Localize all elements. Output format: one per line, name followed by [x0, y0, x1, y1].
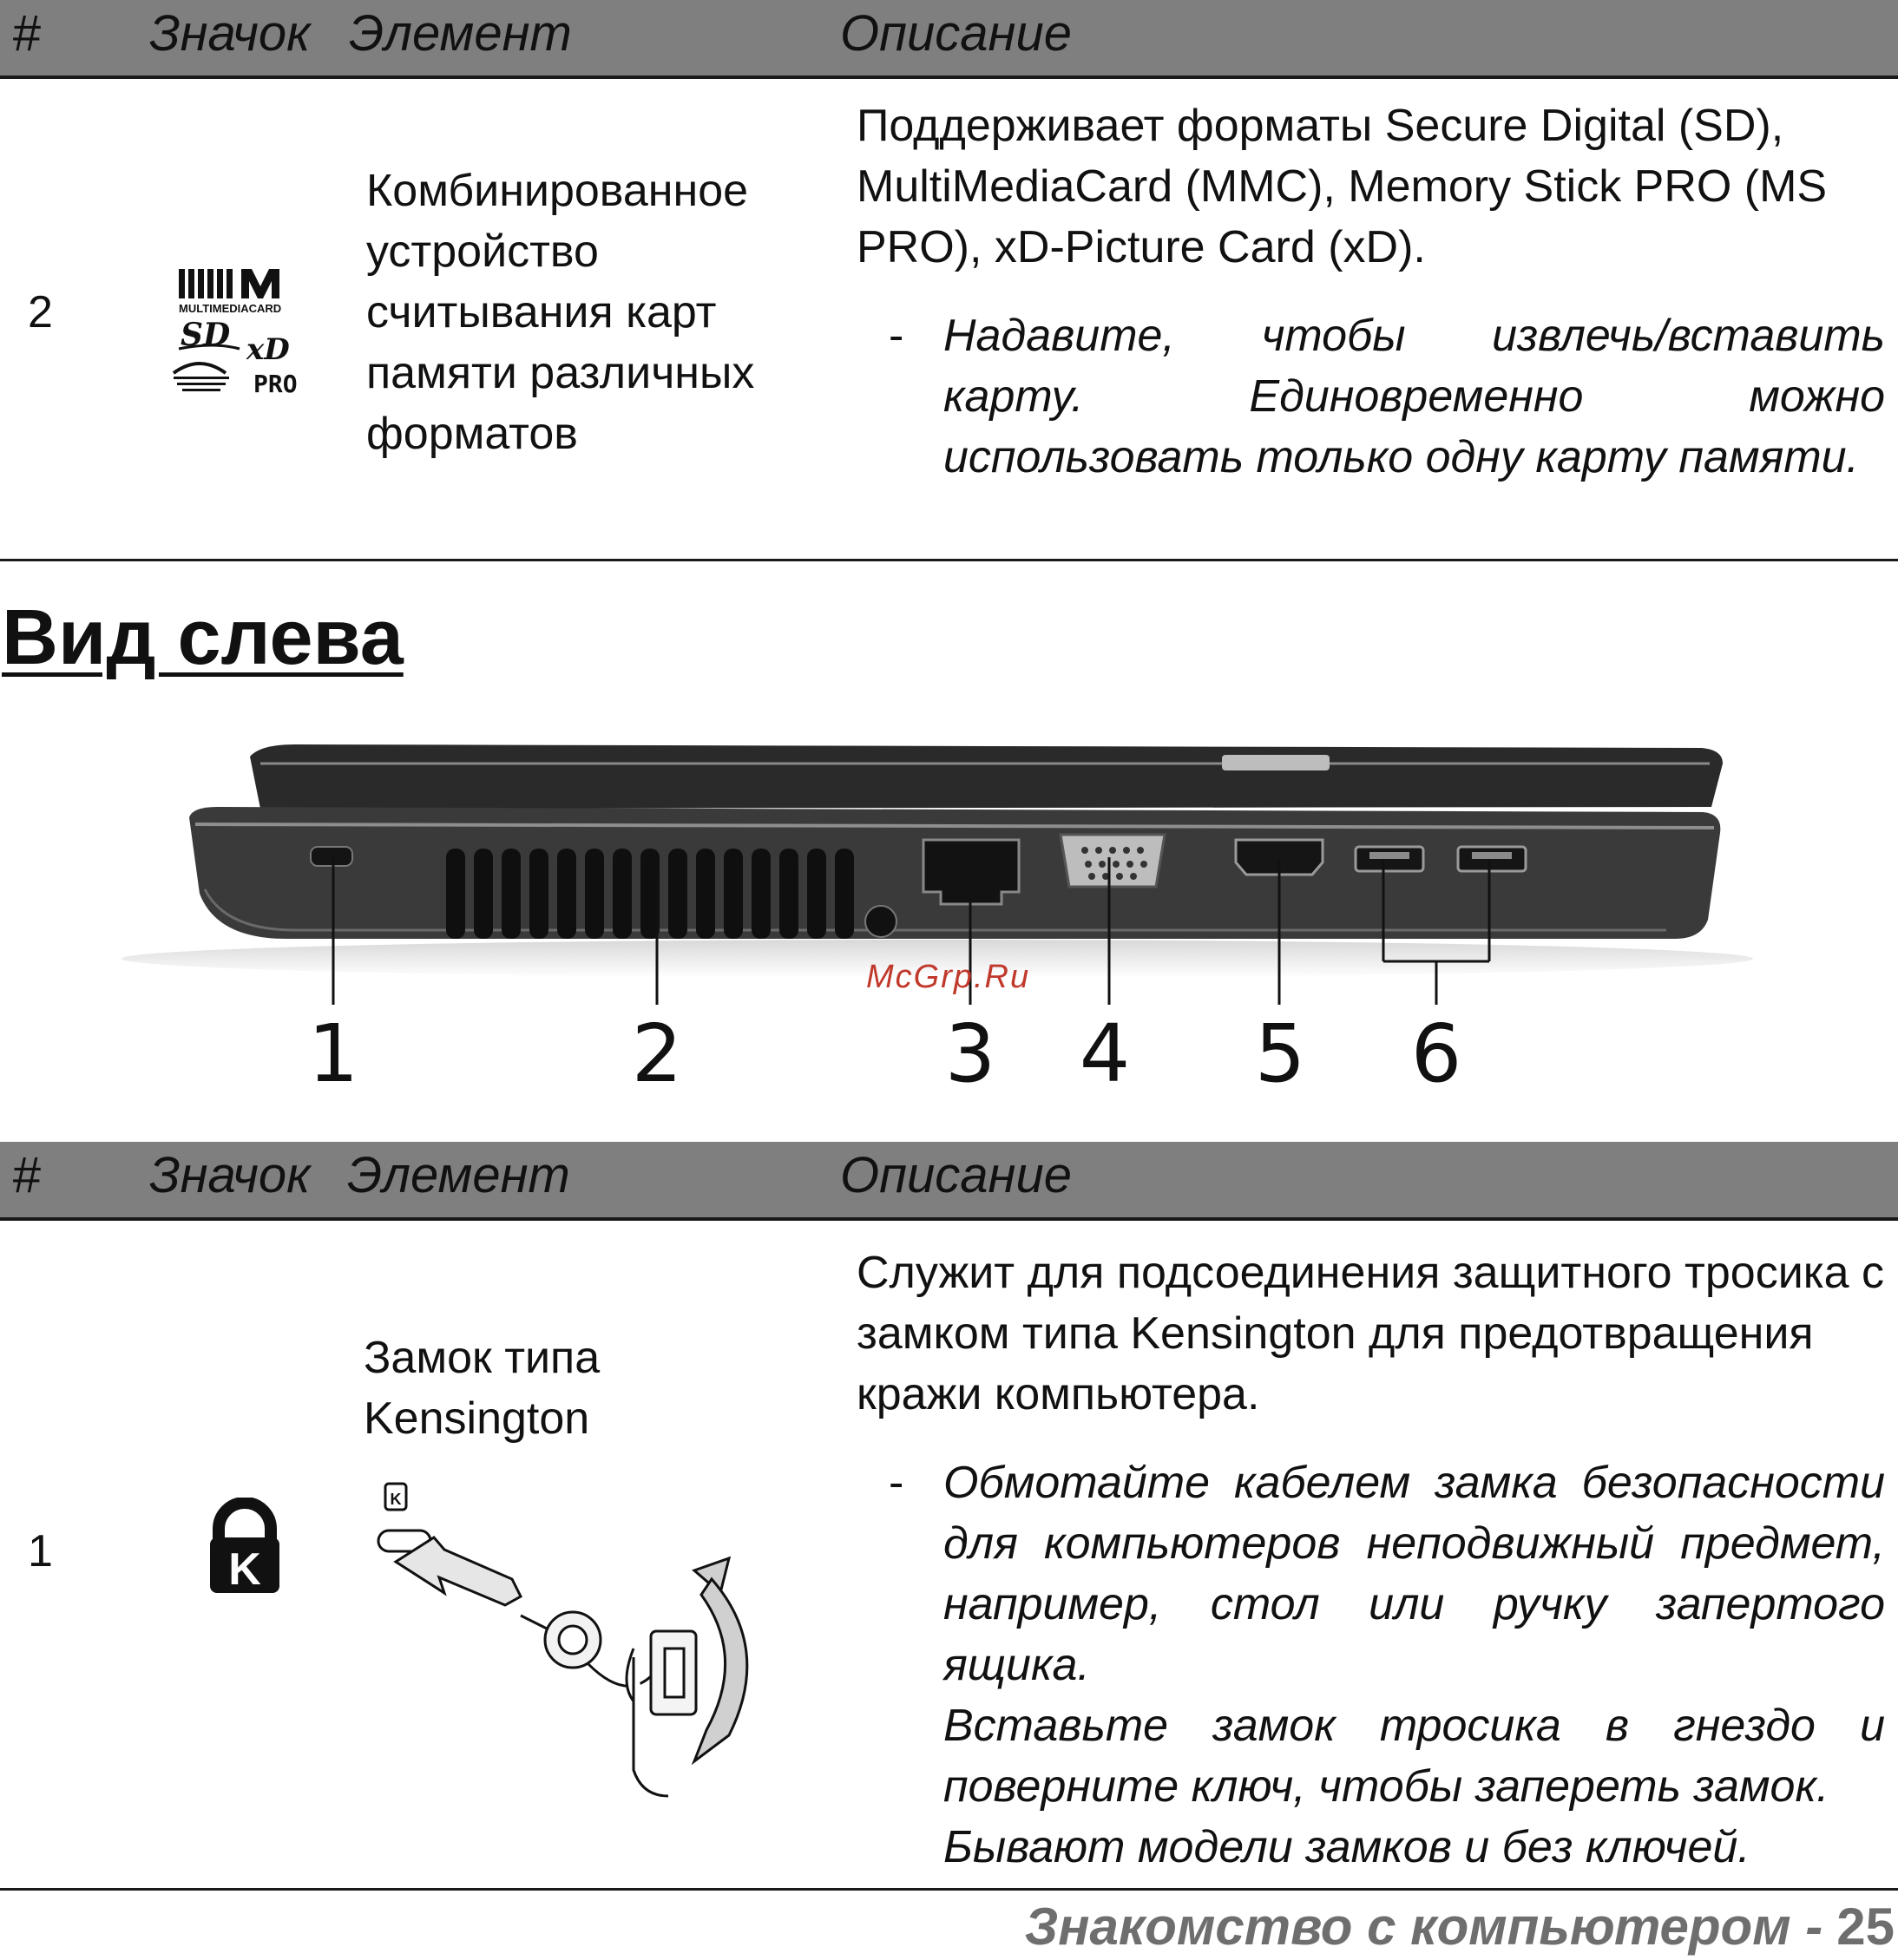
kensington-description: Служит для подсоединения защитного тросика с замком типа Kensington для предотвращения кражи компьютера.	[857, 1248, 1885, 1419]
section-title: Вид слева	[2, 594, 404, 681]
xd-label: xD	[246, 332, 290, 367]
svg-text:SD: SD	[181, 317, 231, 353]
svg-text:K: K	[228, 1544, 261, 1595]
mmc-label: MULTIMEDIACARD	[179, 302, 282, 315]
note-dash: -	[889, 1458, 904, 1508]
callout-1: 1	[307, 1007, 359, 1100]
card-reader-note: Надавите, чтобы извлечь/вставить карту. Единовременно можно использовать только одну карту памяти.	[943, 311, 1885, 482]
header-element: Элемент	[349, 5, 572, 62]
watermark: McGrp.Ru	[866, 959, 1031, 995]
kensington-note-2: Вставьте замок тросика в гнездо и поверните ключ, чтобы запереть замок.	[943, 1701, 1885, 1812]
header-num: #	[12, 5, 41, 62]
page-footer	[1025, 1894, 1895, 1960]
svg-text:K: K	[390, 1491, 402, 1508]
pro-label: PRO	[253, 370, 298, 398]
table-header-2	[0, 1142, 1898, 1221]
header-icon: Значок	[149, 5, 311, 62]
header-description: Описание	[840, 1147, 1072, 1203]
header-icon: Значок	[149, 1147, 311, 1203]
callout-4: 4	[1079, 1007, 1131, 1100]
kensington-note-1: Обмотайте кабелем замка безопасности для компьютеров неподвижный предмет, например, стол или ручку запертого ящика.	[943, 1458, 1885, 1690]
page-number: 25	[1836, 1898, 1895, 1956]
kensington-note-3: Бывают модели замков и без ключей.	[943, 1822, 1750, 1872]
table-header	[0, 0, 1898, 79]
callout-3: 3	[944, 1007, 996, 1100]
row-divider	[0, 559, 1898, 561]
callout-2: 2	[631, 1007, 683, 1100]
kensington-lock-illustration	[364, 1475, 781, 1805]
header-num: #	[12, 1147, 41, 1203]
card-reader-element: Комбинированное устройство считывания карт памяти различных форматов	[366, 166, 755, 459]
footer-text: Знакомство с компьютером -	[1024, 1898, 1823, 1956]
card-reader-description: Поддерживает форматы Secure Digital (SD), MultiMediaCard (MMC), Memory Stick PRO (MS PRO), xD-Picture Card (xD).	[857, 101, 1828, 272]
note-dash: -	[889, 311, 904, 361]
card-formats-icon	[170, 265, 309, 401]
callout-6: 6	[1410, 1007, 1462, 1100]
header-description: Описание	[840, 5, 1072, 62]
row-number: 1	[28, 1526, 53, 1577]
kensington-element: Замок типа Kensington	[364, 1333, 601, 1444]
callout-5: 5	[1254, 1007, 1306, 1100]
row-number: 2	[28, 287, 53, 338]
row-divider	[0, 1888, 1898, 1891]
header-element: Элемент	[347, 1147, 570, 1203]
kensington-lock-icon	[208, 1498, 281, 1595]
